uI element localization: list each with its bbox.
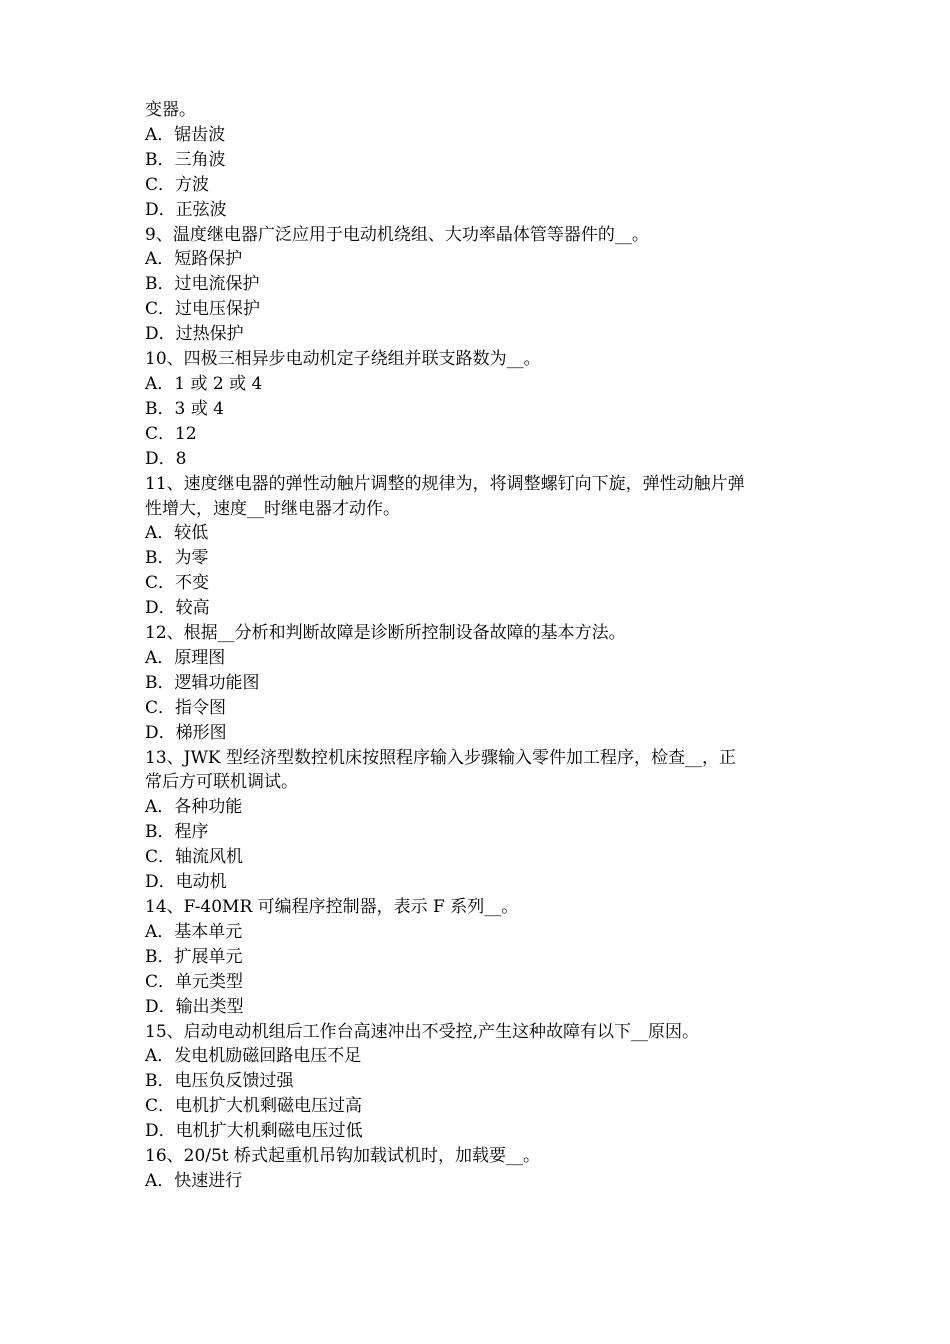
option-line: B．电压负反馈过强 [145,1071,294,1092]
question-line: 9、温度继电器广泛应用于电动机绕组、大功率晶体管等器件的__。 [145,224,649,245]
question-line: 常后方可联机调试。 [145,772,298,793]
option-line: A．原理图 [145,647,226,668]
option-line: C．12 [145,423,197,444]
option-line: C．指令图 [145,697,227,718]
option-line: C．方波 [145,174,210,195]
question-line: 性增大，速度__时继电器才动作。 [145,498,400,519]
question-line: 16、20/5t 桥式起重机吊钩加载试机时，加载要__。 [145,1146,541,1167]
option-line: C．不变 [145,573,210,594]
option-line: A．较低 [145,523,209,544]
question-text-body [145,98,815,1194]
continued-text-line: 变器。 [145,100,196,120]
question-line: 10、四极三相异步电动机定子绕组并联支路数为__。 [145,349,541,370]
option-line: A．1 或 2 或 4 [145,373,263,394]
option-line: B．逻辑功能图 [145,672,260,693]
option-line: D．正弦波 [145,199,227,220]
option-line: C．单元类型 [145,971,244,992]
option-line: D．输出类型 [145,996,244,1017]
question-line: 13、JWK 型经济型数控机床按照程序输入步骤输入零件加工程序，检查__，正 [145,747,737,768]
option-line: B．为零 [145,548,209,569]
option-line: A．基本单元 [145,921,243,942]
option-line: D．较高 [145,598,210,619]
option-line: D．电动机 [145,872,227,893]
option-line: C．过电压保护 [145,299,261,320]
option-line: B．程序 [145,822,209,843]
option-line: A．锯齿波 [145,124,226,145]
question-line: 11、速度继电器的弹性动触片调整的规律为，将调整螺钉向下旋，弹性动触片弹 [145,473,745,494]
option-line: B．过电流保护 [145,274,260,295]
option-line: D．8 [145,448,187,469]
option-line: B．扩展单元 [145,946,243,967]
option-line: A．短路保护 [145,249,243,270]
option-line: B．3 或 4 [145,398,224,419]
option-line: C．轴流风机 [145,847,244,868]
option-line: C．电机扩大机剩磁电压过高 [145,1096,363,1117]
question-line: 12、根据__分析和判断故障是诊断所控制设备故障的基本方法。 [145,623,626,644]
option-line: D．梯形图 [145,722,227,743]
option-line: A．发电机励磁回路电压不足 [145,1046,362,1067]
option-line: A．各种功能 [145,797,243,818]
option-line: D．过热保护 [145,324,244,345]
option-line: B．三角波 [145,149,226,170]
option-line: A．快速进行 [145,1170,243,1191]
question-line: 14、F-40MR 可编程序控制器，表示 F 系列__。 [145,897,519,917]
question-line: 15、启动电动机组后工作台高速冲出不受控,产生这种故障有以下__原因。 [145,1021,700,1042]
option-line: D．电机扩大机剩磁电压过低 [145,1121,363,1142]
